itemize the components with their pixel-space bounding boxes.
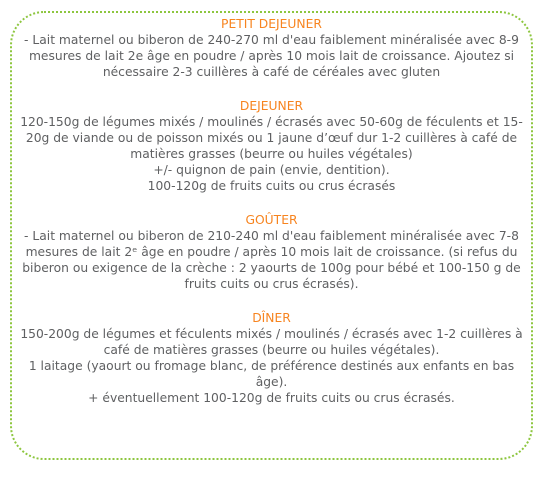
section-dejeuner [14,98,529,194]
menu-content [10,16,533,406]
section-heading: PETIT DEJEUNER [221,17,322,31]
section-heading: GOÛTER [245,213,298,227]
section-heading: DÎNER [252,311,291,325]
section-text: + éventuellement 100-120g de fruits cuits ou crus écrasés. [88,391,455,405]
section-text: 150-200g de légumes et féculents mixés / moulinés / écrasés avec 1-2 cuillères à café de matières grasses (beurre ou huiles végétales). [20,327,523,357]
section-text: +/- quignon de pain (envie, dentition). [153,163,390,177]
section-diner [14,310,529,406]
section-heading: DEJEUNER [239,99,304,113]
section-text: 120-150g de légumes mixés / moulinés / écrasés avec 50-60g de féculents et 15-20g de viande ou de poisson mixés ou 1 jaune d’œuf dur 1-2 cuillères à café de matières grasses (beurre ou huiles végétales) [20,115,523,161]
section-petit-dejeuner [14,16,529,80]
section-text: 1 laitage (yaourt ou fromage blanc, de préférence destinés aux enfants en bas âge). [28,359,515,389]
section-text: - Lait maternel ou biberon de 210-240 ml d'eau faiblement minéralisée avec 7-8 mesures de lait 2ᵉ âge en poudre / après 10 mois lait de croissance. (si refus du biberon ou exigence de la crèche : 2 yaourts de 100g pour bébé et 100-150 g de fruits cuits ou crus écrasés). [22,229,521,291]
section-text: 100-120g de fruits cuits ou crus écrasés [147,179,396,193]
section-gouter [14,212,529,292]
section-text: - Lait maternel ou biberon de 240-270 ml d'eau faiblement minéralisée avec 8-9 mesures de lait 2e âge en poudre / après 10 mois lait de croissance. Ajoutez si nécessaire 2-3 cuillères à café de céréales avec gluten [24,33,519,79]
